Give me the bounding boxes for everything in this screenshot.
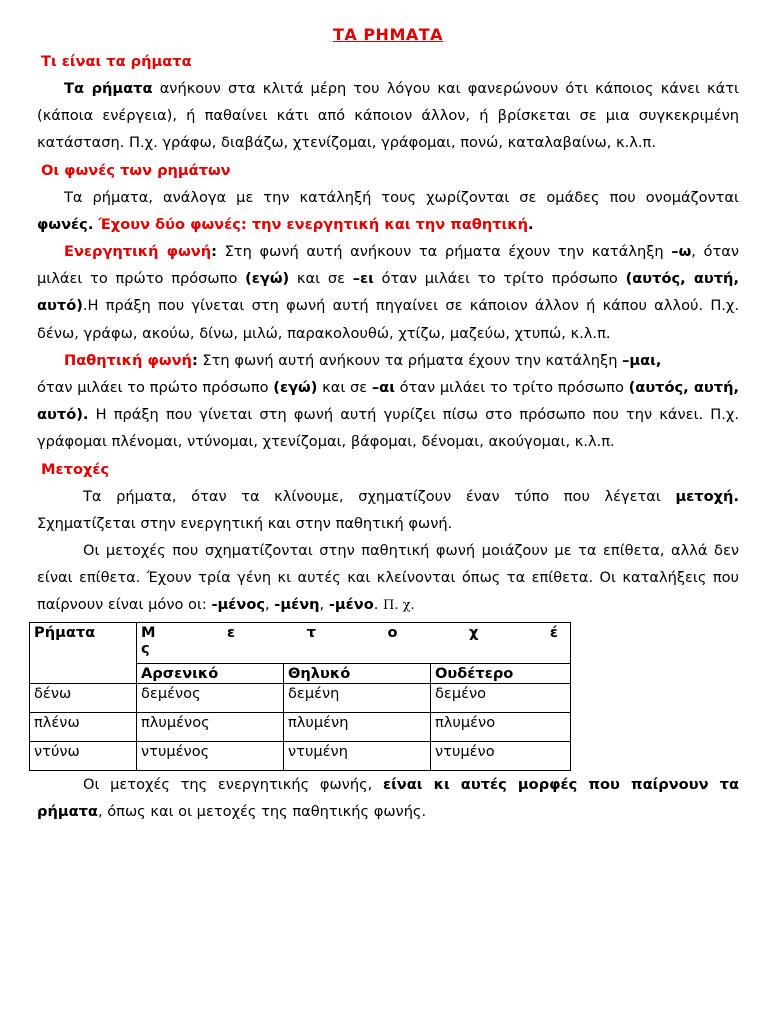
paragraph-participle-passive: Οι μετοχές που σχηματίζονται στην παθητική φωνή μοιάζουν με τα επίθετα, αλλά δεν είναι επίθετα. Έχουν τρία γένη κι αυτές και κλείνονται όπως τα επίθετα. Οι καταλήξεις που παίρνουν είναι μόνο οι: -μένος, -μένη, -μένο. Π. χ. (37, 542, 739, 614)
table-cell: δεμένος (137, 683, 284, 712)
table-cell: πλυμένο (431, 712, 571, 741)
table-cell: ντυμένο (431, 741, 571, 770)
section-heading-what-are-verbs: Τι είναι τα ρήματα (41, 53, 192, 70)
paragraph-passive-voice-line1: Παθητική φωνή: Στη φωνή αυτή ανήκουν τα ρήματα έχουν την κατάληξη –μαι, (64, 351, 662, 369)
passive-voice-label: Παθητική φωνή (64, 351, 192, 369)
paragraph-passive-voice: όταν μιλάει το πρώτο πρόσωπο (εγώ) και σε –αι όταν μιλάει το τρίτο πρόσωπο (αυτός, αυτή, αυτό). Η πράξη που γίνεται στη φωνή αυτή γυρίζει πίσω στο πρόσωπο που την κάνει. Π.χ. γράφομαι πλένομαι, ντύνομαι, χτενίζομαι, βάφομαι, δένομαι, ακούγομαι, κ.λ.π. (37, 379, 740, 451)
table-cell: πλένω (30, 712, 137, 741)
active-voice-label: Ενεργητική φωνή (64, 243, 212, 261)
table-cell: πλυμένη (284, 712, 431, 741)
table-header-row (30, 622, 571, 663)
table-cell: ντυμένη (284, 741, 431, 770)
table-header-verbs: Ρήματα (30, 622, 137, 683)
table-header-feminine: Θηλυκό (284, 663, 431, 683)
section-heading-participles: Μετοχές (41, 460, 110, 478)
page-title: ΤΑ ΡΗΜΑΤΑ (332, 25, 444, 44)
bold-term: Τα ρήματα (64, 80, 153, 97)
table-row (30, 712, 571, 741)
table-cell: δεμένη (284, 683, 431, 712)
section-heading-voices: Οι φωνές των ρημάτων (41, 161, 231, 179)
paragraph-active-voice: Ενεργητική φωνή: Στη φωνή αυτή ανήκουν τα ρήματα έχουν την κατάληξη –ω, όταν μιλάει το πρώτο πρόσωπο (εγώ) και σε –ει όταν μιλάει το τρίτο πρόσωπο (αυτός, αυτή, αυτό).Η πράξη που γίνεται στη φωνή αυτή πηγαίνει σε κάποιον άλλον ή κάπου αλλού. Π.χ. δένω, γράφω, ακούω, δίνω, μιλώ, παρακολουθώ, χτίζω, μαζεύω, χτυπώ, κ.λ.π. (37, 243, 740, 342)
table-cell: δεμένο (431, 683, 571, 712)
paragraph-participle-active: Οι μετοχές της ενεργητικής φωνής, είναι κι αυτές μορφές που παίρνουν τα ρήματα, όπως και οι μετοχές της παθητικής φωνής. (37, 775, 739, 820)
paragraph-voices: Τα ρήματα, ανάλογα με την κατάληξή τους χωρίζονται σε ομάδες που ονομάζονται φωνές. Έχουν δύο φωνές: την ενεργητική και την παθητική. (37, 188, 739, 233)
table-header-neuter: Ουδέτερο (431, 663, 571, 683)
table-header-participles: Μ ε τ ο χ έ ς (137, 622, 571, 663)
table-cell: ντύνω (30, 741, 137, 770)
table-header-masculine: Αρσενικό (137, 663, 284, 683)
table-cell: δένω (30, 683, 137, 712)
document-page (34, 22, 740, 825)
table-cell: ντυμένος (137, 741, 284, 770)
table-row (30, 683, 571, 712)
paragraph-participle-def: Τα ρήματα, όταν τα κλίνουμε, σχηματίζουν έναν τύπο που λέγεται μετοχή. Σχηματίζεται στην ενεργητική και στην παθητική φωνή. (37, 487, 739, 532)
table-row (30, 741, 571, 770)
paragraph-definition: Τα ρήματα ανήκουν στα κλιτά μέρη του λόγου και φανερώνουν ότι κάποιος κάνει κάτι (κάποια ενέργεια), ή παθαίνει κάτι από κάποιον άλλον, ή βρίσκεται σε μια συγκεκριμένη κατάσταση. Π.χ. γράφω, διαβάζω, χτενίζομαι, γράφομαι, πονώ, καταλαβαίνω, κ.λ.π. (37, 80, 739, 152)
participles-table (29, 622, 571, 771)
table-cell: πλυμένος (137, 712, 284, 741)
